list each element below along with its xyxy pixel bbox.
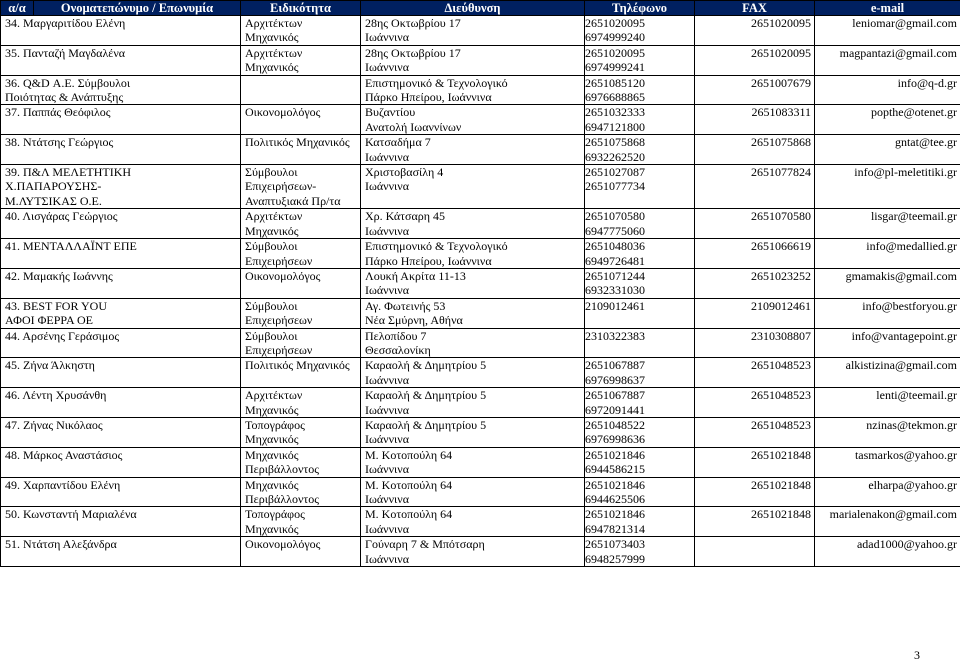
table-row (1, 268, 960, 298)
cell-specialty: Αρχιτέκτων Μηχανικός (241, 16, 361, 46)
cell-address: Επιστημονικό & Τεχνολογικό Πάρκο Ηπείρου, Ιωάννινα (361, 75, 585, 105)
cell-fax: 2651048523 (695, 388, 815, 418)
table-row (1, 45, 960, 75)
table-body (1, 16, 960, 567)
cell-name: 38. Ντάτσης Γεώργιος (1, 135, 241, 165)
table-row (1, 477, 960, 507)
cell-fax: 2651021848 (695, 477, 815, 507)
cell-specialty: Αρχιτέκτων Μηχανικός (241, 388, 361, 418)
cell-address: Επιστημονικό & Τεχνολογικό Πάρκο Ηπείρου, Ιωάννινα (361, 239, 585, 269)
cell-fax: 2651048523 (695, 417, 815, 447)
cell-phone: 2651032333 6947121800 (585, 105, 695, 135)
page-number: 3 (914, 648, 920, 662)
cell-name: 37. Παππάς Θεόφιλος (1, 105, 241, 135)
cell-email: magpantazi@gmail.com (815, 45, 960, 75)
cell-address: Χρ. Κάτσαρη 45 Ιωάννινα (361, 209, 585, 239)
cell-name: 42. Μαμακής Ιωάννης (1, 268, 241, 298)
header-col-address: Διεύθυνση (361, 1, 585, 16)
cell-fax: 2109012461 (695, 298, 815, 328)
cell-address: Χριστοβασίλη 4 Ιωάννινα (361, 165, 585, 209)
cell-fax (695, 537, 815, 567)
cell-email: info@pl-meletitiki.gr (815, 165, 960, 209)
cell-phone: 2109012461 (585, 298, 695, 328)
cell-phone: 2651027087 2651077734 (585, 165, 695, 209)
cell-email: info@medallied.gr (815, 239, 960, 269)
cell-specialty: Σύμβουλοι Επιχειρήσεων (241, 239, 361, 269)
cell-fax: 2651070580 (695, 209, 815, 239)
table-row (1, 447, 960, 477)
cell-email: marialenakon@gmail.com (815, 507, 960, 537)
header-col-aa: α/α (1, 1, 34, 16)
header-col-name: Ονοματεπώνυμο / Επωνυμία (34, 1, 241, 16)
cell-fax: 2651021848 (695, 447, 815, 477)
cell-fax: 2651021848 (695, 507, 815, 537)
cell-specialty (241, 75, 361, 105)
cell-specialty: Σύμβουλοι Επιχειρήσεων (241, 298, 361, 328)
cell-email: gntat@tee.gr (815, 135, 960, 165)
cell-specialty: Οικονομολόγος (241, 105, 361, 135)
table-row (1, 239, 960, 269)
cell-phone: 2651048036 6949726481 (585, 239, 695, 269)
cell-specialty: Οικονομολόγος (241, 268, 361, 298)
cell-specialty: Πολιτικός Μηχανικός (241, 358, 361, 388)
cell-name: 45. Ζήνα Άλκηστη (1, 358, 241, 388)
cell-name: 51. Ντάτση Αλεξάνδρα (1, 537, 241, 567)
cell-name: 50. Κωνσταντή Μαριαλένα (1, 507, 241, 537)
table-row (1, 298, 960, 328)
table-row (1, 328, 960, 358)
cell-fax: 2651020095 (695, 45, 815, 75)
cell-email: lisgar@teemail.gr (815, 209, 960, 239)
cell-name: 36. Q&D Α.Ε. Σύμβουλοι Ποιότητας & Ανάπτυξης (1, 75, 241, 105)
cell-fax: 2651075868 (695, 135, 815, 165)
cell-name: 34. Μαργαριτίδου Ελένη (1, 16, 241, 46)
header-col-phone: Τηλέφωνο (585, 1, 695, 16)
cell-email: gmamakis@gmail.com (815, 268, 960, 298)
cell-address: 28ης Οκτωβρίου 17 Ιωάννινα (361, 45, 585, 75)
cell-address: Μ. Κοτοπούλη 64 Ιωάννινα (361, 447, 585, 477)
cell-specialty: Μηχανικός Περιβάλλοντος (241, 477, 361, 507)
cell-email: info@q-d.gr (815, 75, 960, 105)
cell-email: popthe@otenet.gr (815, 105, 960, 135)
header-col-email: e-mail (815, 1, 960, 16)
cell-specialty: Τοπογράφος Μηχανικός (241, 507, 361, 537)
cell-specialty: Σύμβουλοι Επιχειρήσεων- Αναπτυξιακά Πρ/τα (241, 165, 361, 209)
cell-phone: 2651073403 6948257999 (585, 537, 695, 567)
table-row (1, 16, 960, 46)
table-row (1, 388, 960, 418)
cell-specialty: Αρχιτέκτων Μηχανικός (241, 209, 361, 239)
cell-email: lenti@teemail.gr (815, 388, 960, 418)
cell-address: Γούναρη 7 & Μπότσαρη Ιωάννινα (361, 537, 585, 567)
cell-email: info@vantagepoint.gr (815, 328, 960, 358)
cell-specialty: Σύμβουλοι Επιχειρήσεων (241, 328, 361, 358)
cell-fax: 2651048523 (695, 358, 815, 388)
cell-email: adad1000@yahoo.gr (815, 537, 960, 567)
header-col-fax: FAX (695, 1, 815, 16)
cell-fax: 2651020095 (695, 16, 815, 46)
cell-name: 46. Λέντη Χρυσάνθη (1, 388, 241, 418)
cell-fax: 2651066619 (695, 239, 815, 269)
header-row (1, 1, 960, 16)
cell-phone: 2651021846 6944625506 (585, 477, 695, 507)
cell-address: Μ. Κοτοπούλη 64 Ιωάννινα (361, 477, 585, 507)
cell-address: Καραολή & Δημητρίου 5 Ιωάννινα (361, 388, 585, 418)
cell-address: 28ης Οκτωβρίου 17 Ιωάννινα (361, 16, 585, 46)
cell-address: Λουκή Ακρίτα 11-13 Ιωάννινα (361, 268, 585, 298)
cell-fax: 2310308807 (695, 328, 815, 358)
cell-name: 48. Μάρκος Αναστάσιος (1, 447, 241, 477)
cell-specialty: Πολιτικός Μηχανικός (241, 135, 361, 165)
cell-name: 43. BEST FOR YOU ΑΦΟΙ ΦΕΡΡΑ ΟΕ (1, 298, 241, 328)
cell-name: 35. Πανταζή Μαγδαλένα (1, 45, 241, 75)
cell-phone: 2651071244 6932331030 (585, 268, 695, 298)
cell-phone: 2651075868 6932262520 (585, 135, 695, 165)
cell-phone: 2651020095 6974999240 (585, 16, 695, 46)
cell-phone: 2651021846 6944586215 (585, 447, 695, 477)
cell-phone: 2310322383 (585, 328, 695, 358)
table-row (1, 209, 960, 239)
cell-address: Καραολή & Δημητρίου 5 Ιωάννινα (361, 417, 585, 447)
cell-phone: 2651067887 6972091441 (585, 388, 695, 418)
cell-specialty: Αρχιτέκτων Μηχανικός (241, 45, 361, 75)
cell-address: Βυζαντίου Ανατολή Ιωαννίνων (361, 105, 585, 135)
cell-email: alkistizina@gmail.com (815, 358, 960, 388)
table-row (1, 135, 960, 165)
cell-phone: 2651085120 6976688865 (585, 75, 695, 105)
cell-address: Κατσαδήμα 7 Ιωάννινα (361, 135, 585, 165)
cell-name: 39. Π&Λ ΜΕΛΕΤΗΤΙΚΗ Χ.ΠΑΠΑΡΟΥΣΗΣ- Μ.ΛΥΤΣΙΚΑΣ Ο.Ε. (1, 165, 241, 209)
cell-fax: 2651023252 (695, 268, 815, 298)
cell-name: 44. Αρσένης Γεράσιμος (1, 328, 241, 358)
table-row (1, 417, 960, 447)
cell-address: Καραολή & Δημητρίου 5 Ιωάννινα (361, 358, 585, 388)
table-row (1, 75, 960, 105)
cell-address: Πελοπίδου 7 Θεσσαλονίκη (361, 328, 585, 358)
cell-specialty: Τοπογράφος Μηχανικός (241, 417, 361, 447)
cell-address: Αγ. Φωτεινής 53 Νέα Σμύρνη, Αθήνα (361, 298, 585, 328)
cell-email: nzinas@tekmon.gr (815, 417, 960, 447)
cell-phone: 2651070580 6947775060 (585, 209, 695, 239)
cell-email: tasmarkos@yahoo.gr (815, 447, 960, 477)
table-row (1, 537, 960, 567)
cell-name: 41. ΜΕΝΤΑΛΛΑΪΝΤ ΕΠΕ (1, 239, 241, 269)
cell-fax: 2651077824 (695, 165, 815, 209)
cell-email: leniomar@gmail.com (815, 16, 960, 46)
cell-fax: 2651083311 (695, 105, 815, 135)
table-row (1, 165, 960, 209)
cell-phone: 2651020095 6974999241 (585, 45, 695, 75)
cell-name: 49. Χαρπαντίδου Ελένη (1, 477, 241, 507)
cell-specialty: Οικονομολόγος (241, 537, 361, 567)
cell-phone: 2651021846 6947821314 (585, 507, 695, 537)
cell-specialty: Μηχανικός Περιβάλλοντος (241, 447, 361, 477)
cell-name: 40. Λισγάρας Γεώργιος (1, 209, 241, 239)
table-row (1, 358, 960, 388)
cell-phone: 2651048522 6976998636 (585, 417, 695, 447)
cell-phone: 2651067887 6976998637 (585, 358, 695, 388)
table-row (1, 507, 960, 537)
cell-name: 47. Ζήνας Νικόλαος (1, 417, 241, 447)
cell-fax: 2651007679 (695, 75, 815, 105)
header-col-specialty: Ειδικότητα (241, 1, 361, 16)
cell-address: Μ. Κοτοπούλη 64 Ιωάννινα (361, 507, 585, 537)
table-row (1, 105, 960, 135)
cell-email: info@bestforyou.gr (815, 298, 960, 328)
cell-email: elharpa@yahoo.gr (815, 477, 960, 507)
